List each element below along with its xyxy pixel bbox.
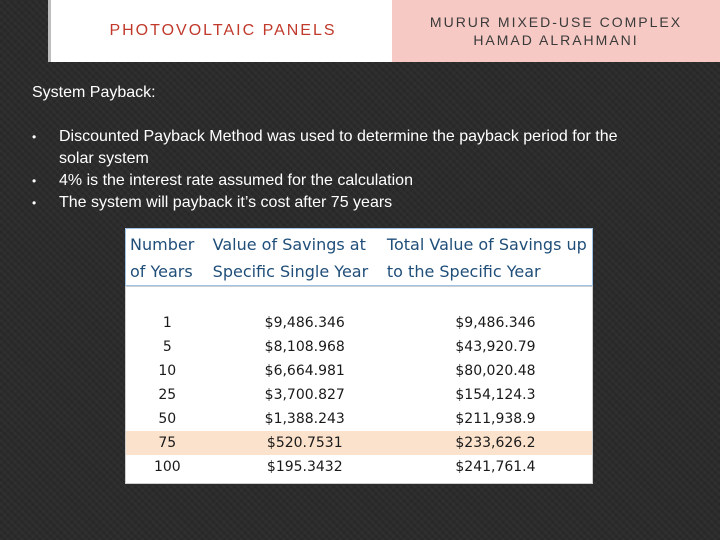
table-header-row	[125, 228, 593, 286]
bullet-text: The system will payback it’s cost after 75 years	[59, 194, 393, 211]
header-right-banner	[392, 0, 720, 62]
section-title: System Payback:	[32, 84, 156, 101]
cell-total-savings: $211,938.9	[455, 411, 536, 427]
cell-total-savings: $43,920.79	[455, 339, 536, 355]
table-body	[125, 286, 593, 484]
bullet-list	[32, 126, 652, 214]
cell-total-savings: $9,486.346	[455, 315, 536, 331]
cell-year: 100	[153, 459, 181, 475]
table-row	[126, 383, 592, 407]
table-row-highlighted	[126, 431, 592, 455]
cell-single-year-savings: $1,388.243	[264, 411, 345, 427]
table-row	[126, 311, 592, 335]
cell-total-savings: $154,124.3	[455, 387, 536, 403]
cell-year: 5	[162, 339, 172, 355]
bullet-dot-icon: •	[32, 196, 37, 210]
cell-single-year-savings: $9,486.346	[264, 315, 345, 331]
cell-single-year-savings: $3,700.827	[264, 387, 345, 403]
cell-year: 1	[162, 315, 172, 331]
bullet-dot-icon: •	[32, 130, 37, 144]
bullet-text: Discounted Payback Method was used to determine the payback period for the solar system	[59, 128, 618, 167]
cell-single-year-savings: $195.3432	[266, 459, 343, 475]
bullet-item	[32, 170, 652, 192]
header-value-of-savings: Value of Savings at Specific Single Year	[212, 235, 369, 281]
table-row	[126, 335, 592, 359]
author-name: HAMAD ALRAHMANI	[473, 32, 639, 48]
cell-total-savings: $241,761.4	[455, 459, 536, 475]
header-total-value-of-savings: Total Value of Savings up to the Specific Year	[386, 235, 587, 281]
cell-single-year-savings: $6,664.981	[264, 363, 345, 379]
bullet-text: 4% is the interest rate assumed for the calculation	[59, 172, 413, 189]
cell-total-savings: $80,020.48	[455, 363, 536, 379]
cell-year: 10	[158, 363, 177, 379]
bullet-item	[32, 126, 652, 170]
cell-year: 25	[158, 387, 177, 403]
cell-single-year-savings: $520.7531	[266, 435, 343, 451]
payback-table	[125, 228, 593, 484]
header-number-of-years: Number of Years	[130, 235, 195, 281]
project-name: MURUR MIXED-USE COMPLEX	[429, 14, 683, 30]
header-left-banner	[48, 0, 395, 62]
cell-year: 50	[158, 411, 177, 427]
table-row	[126, 455, 592, 479]
table-row	[126, 359, 592, 383]
cell-single-year-savings: $8,108.968	[264, 339, 345, 355]
presentation-title: PHOTOVOLTAIC PANELS	[109, 22, 337, 39]
cell-total-savings: $233,626.2	[455, 435, 536, 451]
bullet-item	[32, 192, 652, 214]
table-row	[126, 407, 592, 431]
bullet-dot-icon: •	[32, 174, 37, 188]
cell-year: 75	[158, 435, 177, 451]
